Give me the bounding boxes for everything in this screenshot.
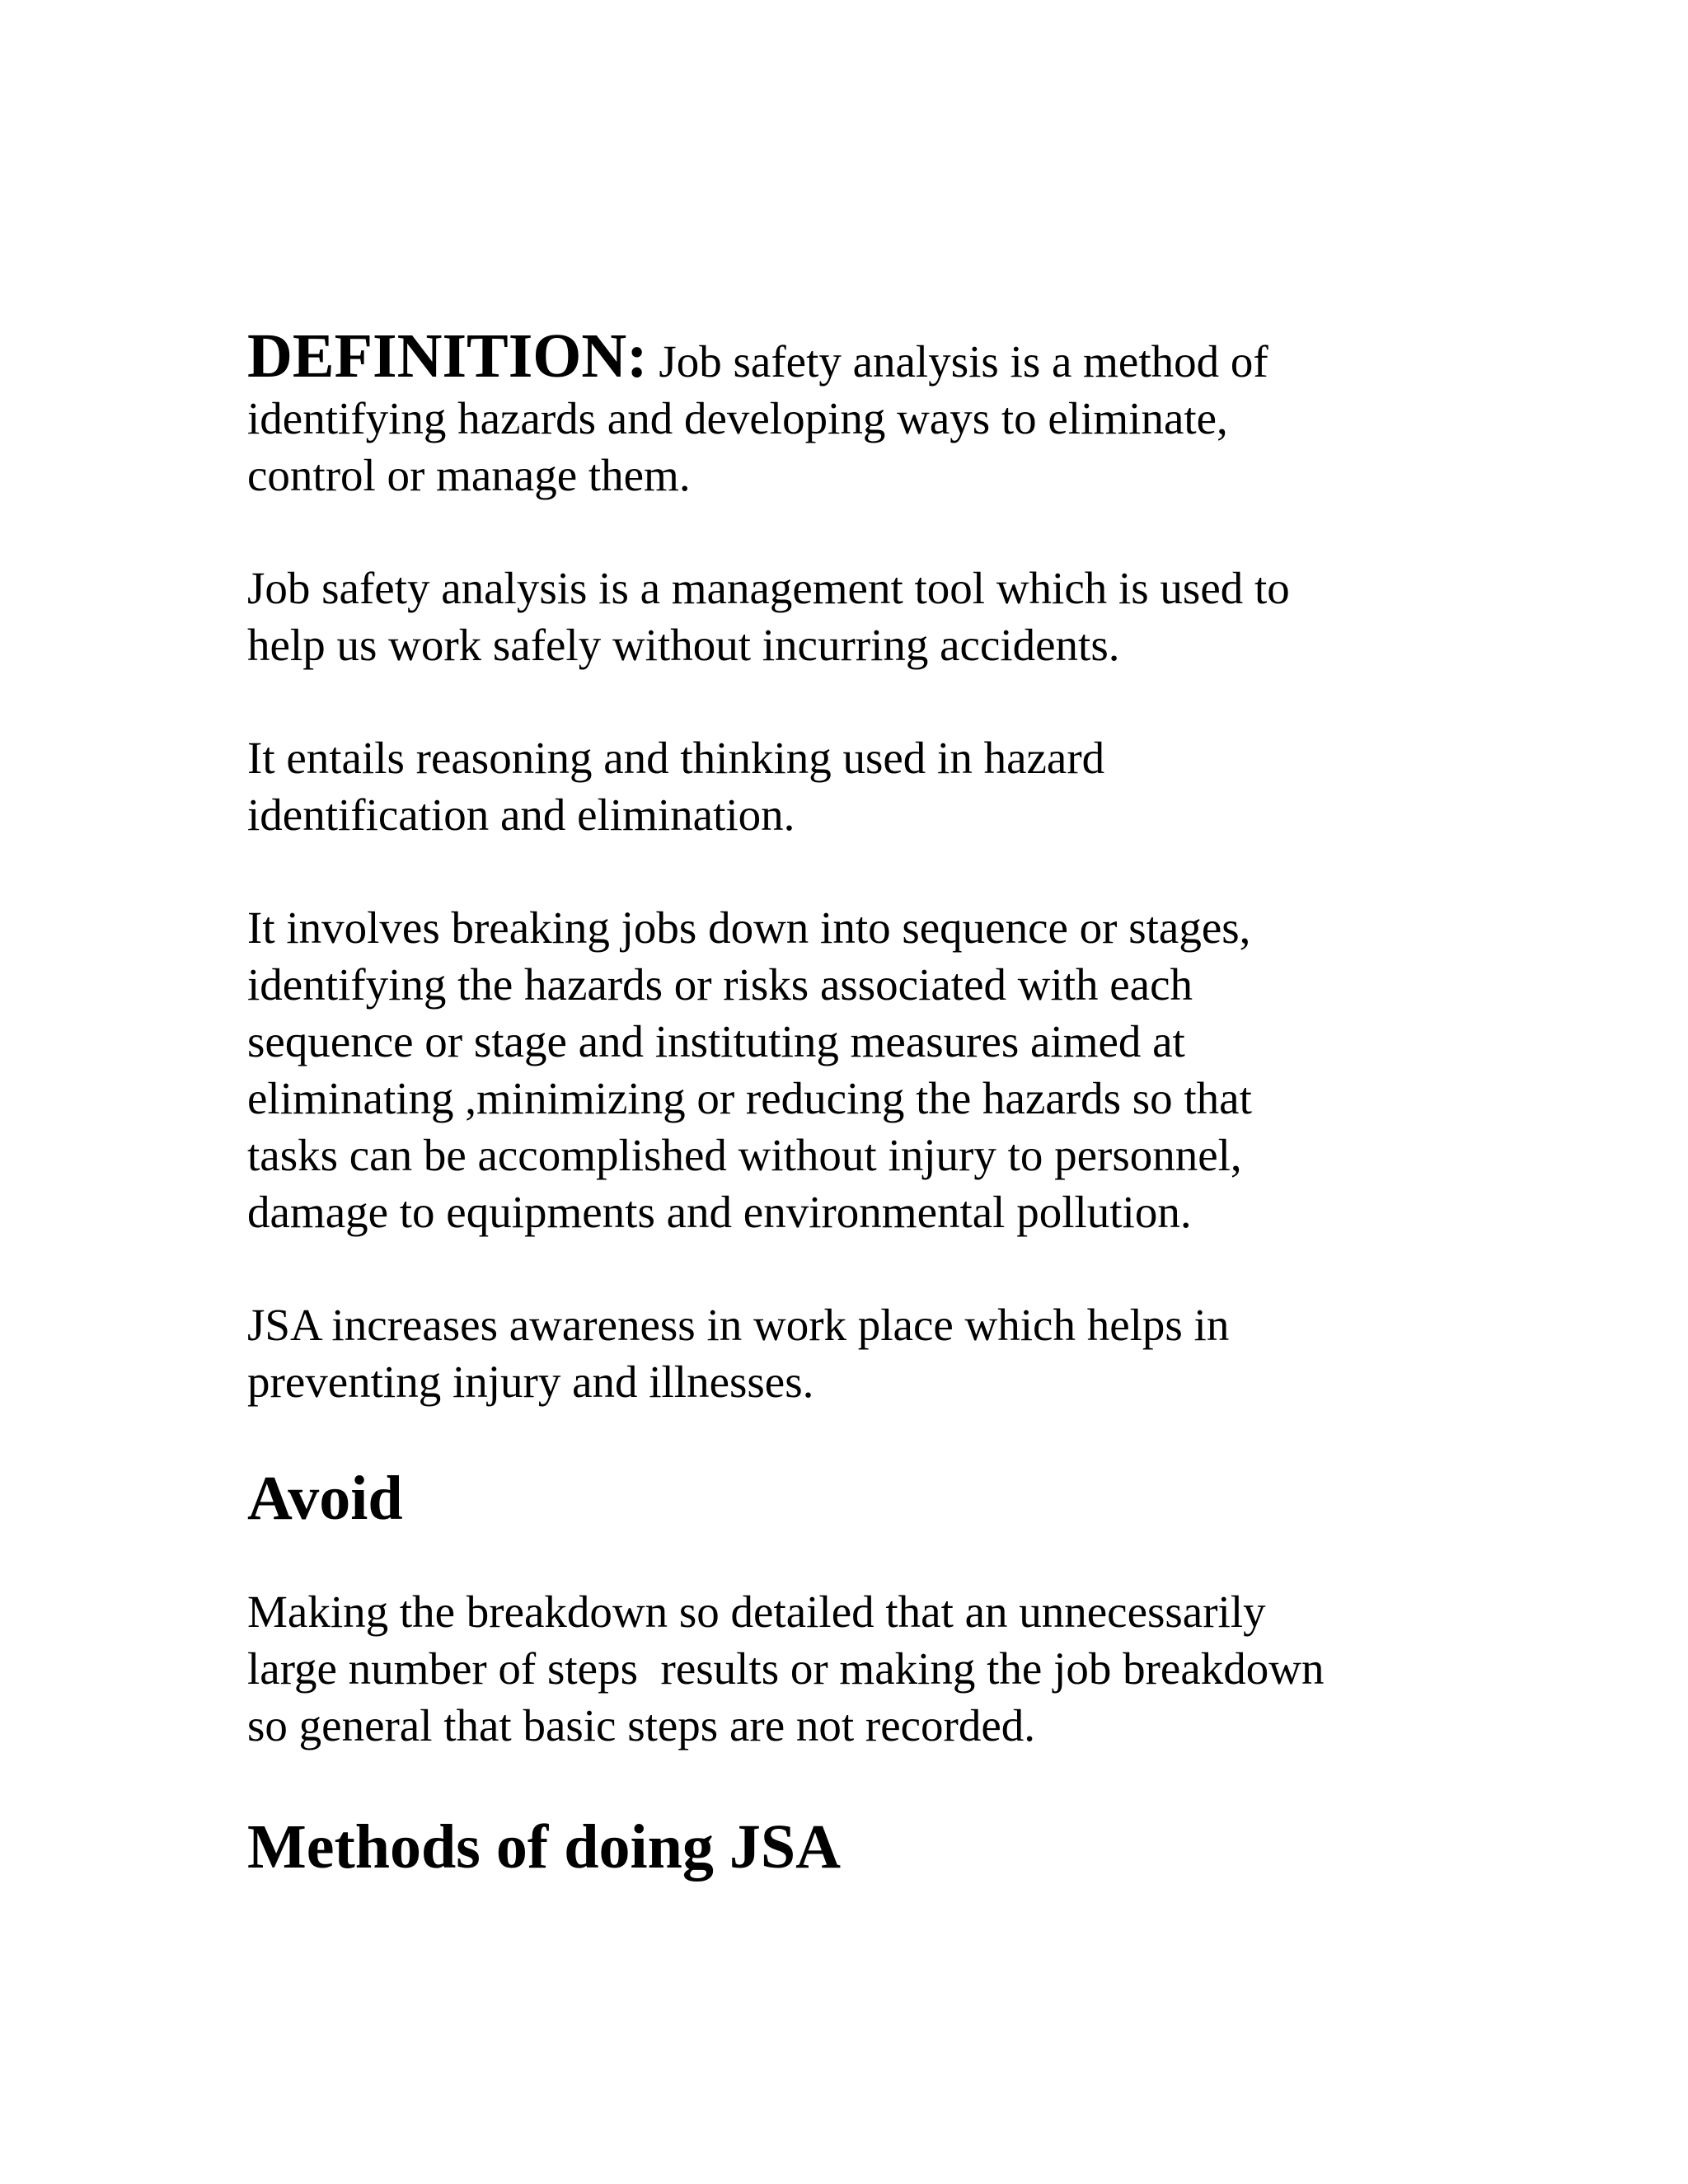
definition-paragraph [247, 321, 1467, 504]
definition-line-2: identifying hazards and developing ways to eliminate, [247, 393, 1228, 443]
awareness-paragraph [247, 1296, 1467, 1410]
paragraph-line: Making the breakdown so detailed that an unnecessarily [247, 1586, 1266, 1637]
avoid-paragraph [247, 1583, 1467, 1754]
paragraph-line: It involves breaking jobs down into sequence or stages, [247, 902, 1251, 953]
methods-heading: Methods of doing JSA [247, 1812, 841, 1882]
paragraph-line: tasks can be accomplished without injury to personnel, [247, 1130, 1242, 1180]
breaking-jobs-paragraph [247, 899, 1467, 1240]
definition-text-1: Job safety analysis is a method of [647, 336, 1268, 387]
definition-line-1 [247, 321, 1467, 391]
paragraph-line: JSA increases awareness in work place which helps in [247, 1300, 1230, 1350]
paragraph-line: eliminating ,minimizing or reducing the hazards so that [247, 1073, 1252, 1123]
paragraph-line: preventing injury and illnesses. [247, 1357, 814, 1407]
paragraph-line: Job safety analysis is a management tool which is used to [247, 563, 1290, 613]
paragraph-line: identifying the hazards or risks associated with each [247, 959, 1193, 1010]
paragraph-line: help us work safely without incurring accidents. [247, 620, 1120, 670]
paragraph-line: sequence or stage and instituting measures aimed at [247, 1016, 1185, 1066]
document-body [247, 321, 1467, 1932]
definition-line-3: control or manage them. [247, 450, 691, 500]
avoid-heading: Avoid [247, 1464, 403, 1533]
paragraph-line: so general that basic steps are not recorded. [247, 1700, 1036, 1750]
paragraph-line: damage to equipments and environmental pollution. [247, 1187, 1192, 1237]
definition-label: DEFINITION: [247, 321, 648, 391]
management-tool-paragraph [247, 560, 1467, 673]
reasoning-paragraph [247, 729, 1467, 843]
paragraph-line: large number of steps results or making the job breakdown [247, 1643, 1325, 1694]
paragraph-line: identification and elimination. [247, 790, 795, 840]
paragraph-line: It entails reasoning and thinking used in hazard [247, 733, 1105, 783]
